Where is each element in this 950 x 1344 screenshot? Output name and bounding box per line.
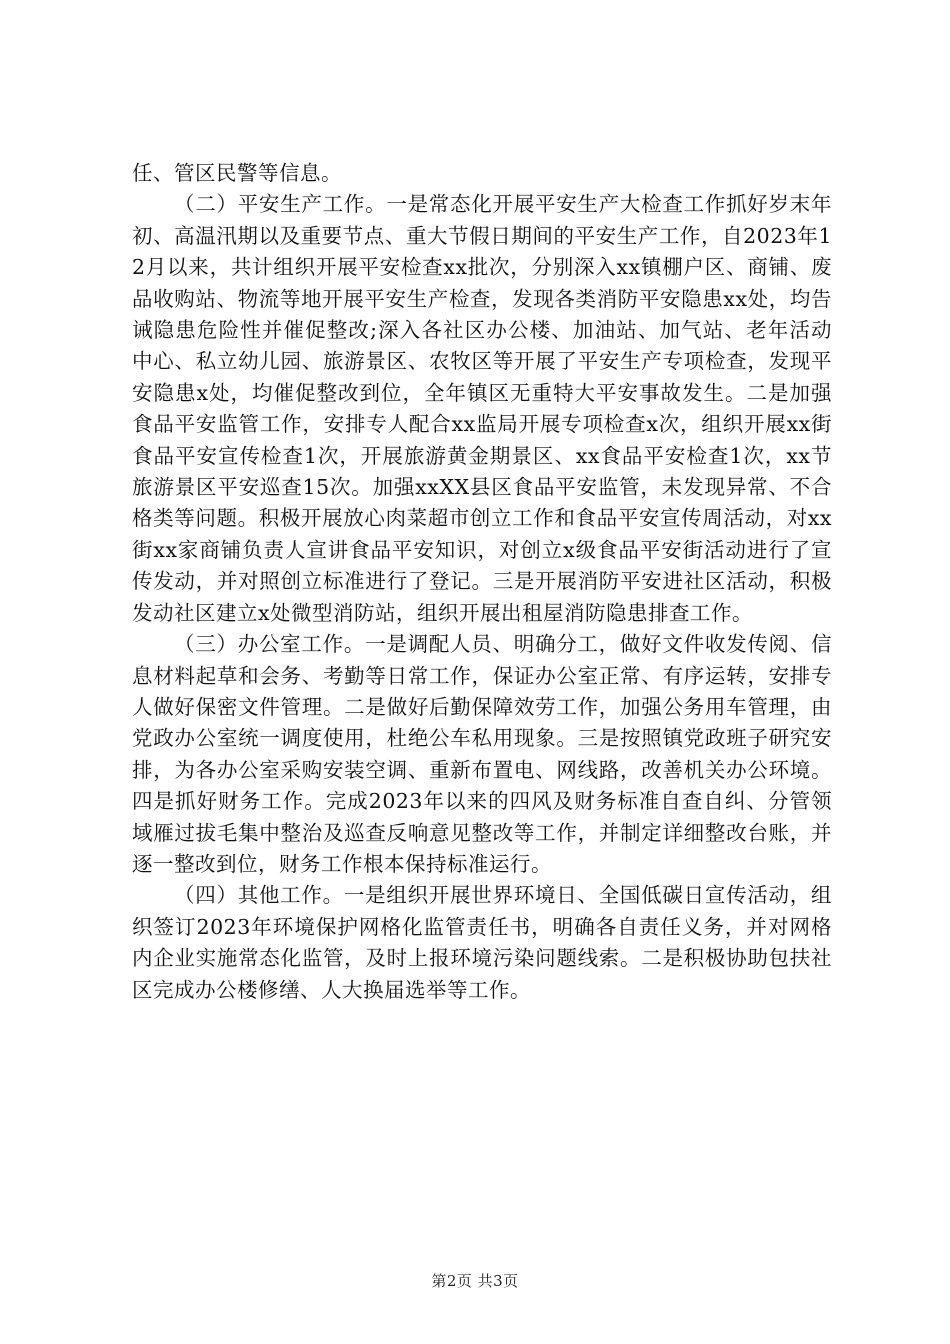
- paragraph-continuation: 任、管区民警等信息。: [132, 161, 342, 185]
- paragraph-other-work: （四）其他工作。一是组织开展世界环境日、全国低碳日宣传活动，组织签订2023年环境保护网格化监管责任书，明确各自责任义务，并对网格内企业实施常态化监管，及时上报环境污染问题线索。二是积极协助包扶社区完成办公楼修缮、人大换届选举等工作。: [132, 883, 832, 1002]
- paragraph-safety-production: （二）平安生产工作。一是常态化开展平安生产大检查工作抓好岁末年初、高温汛期以及重要节点、重大节假日期间的平安生产工作，自2023年12月以来，共计组织开展平安检查xx批次，分别深入xx镇棚户区、商铺、废品收购站、物流等地开展平安生产检查，发现各类消防平安隐患xx处，均告诫隐患危险性并催促整改;深入各社区办公楼、加油站、加气站、老年活动中心、私立幼儿园、旅游景区、农牧区等开展了平安生产专项检查，发现平安隐患x处，均催促整改到位，全年镇区无重特大平安事故发生。二是加强食品平安监管工作，安排专人配合xx监局开展专项检查x次，组织开展xx街食品平安宣传检查1次，开展旅游黄金期景区、xx食品平安检查1次，xx节旅游景区平安巡查15次。加强xxXX县区食品平安监管，未发现异常、不合格类等问题。积极开展放心肉菜超市创立工作和食品平安宣传周活动，对xx街xx家商铺负责人宣讲食品平安知识，对创立x级食品平安街活动进行了宣传发动，并对照创立标准进行了登记。三是开展消防平安进社区活动，积极发动社区建立x处微型消防站，组织开展出租屋消防隐患排查工作。: [132, 192, 832, 625]
- document-body: [132, 158, 832, 1006]
- page-number-footer: 第2页 共3页: [431, 1272, 519, 1290]
- paragraph-office-work: （三）办公室工作。一是调配人员、明确分工，做好文件收发传阅、信息材料起草和会务、考勤等日常工作，保证办公室正常、有序运转，安排专人做好保密文件管理。二是做好后勤保障效劳工作，加强公务用车管理，由党政办公室统一调度使用，杜绝公车私用现象。三是按照镇党政班子研究安排，为各办公室采购安装空调、重新布置电、网线路，改善机关办公环境。四是抓好财务工作。完成2023年以来的四风及财务标准自查自纠、分管领域雁过拔毛集中整治及巡查反响意见整改等工作，并制定详细整改台账，并逐一整改到位，财务工作根本保持标准运行。: [132, 632, 832, 876]
